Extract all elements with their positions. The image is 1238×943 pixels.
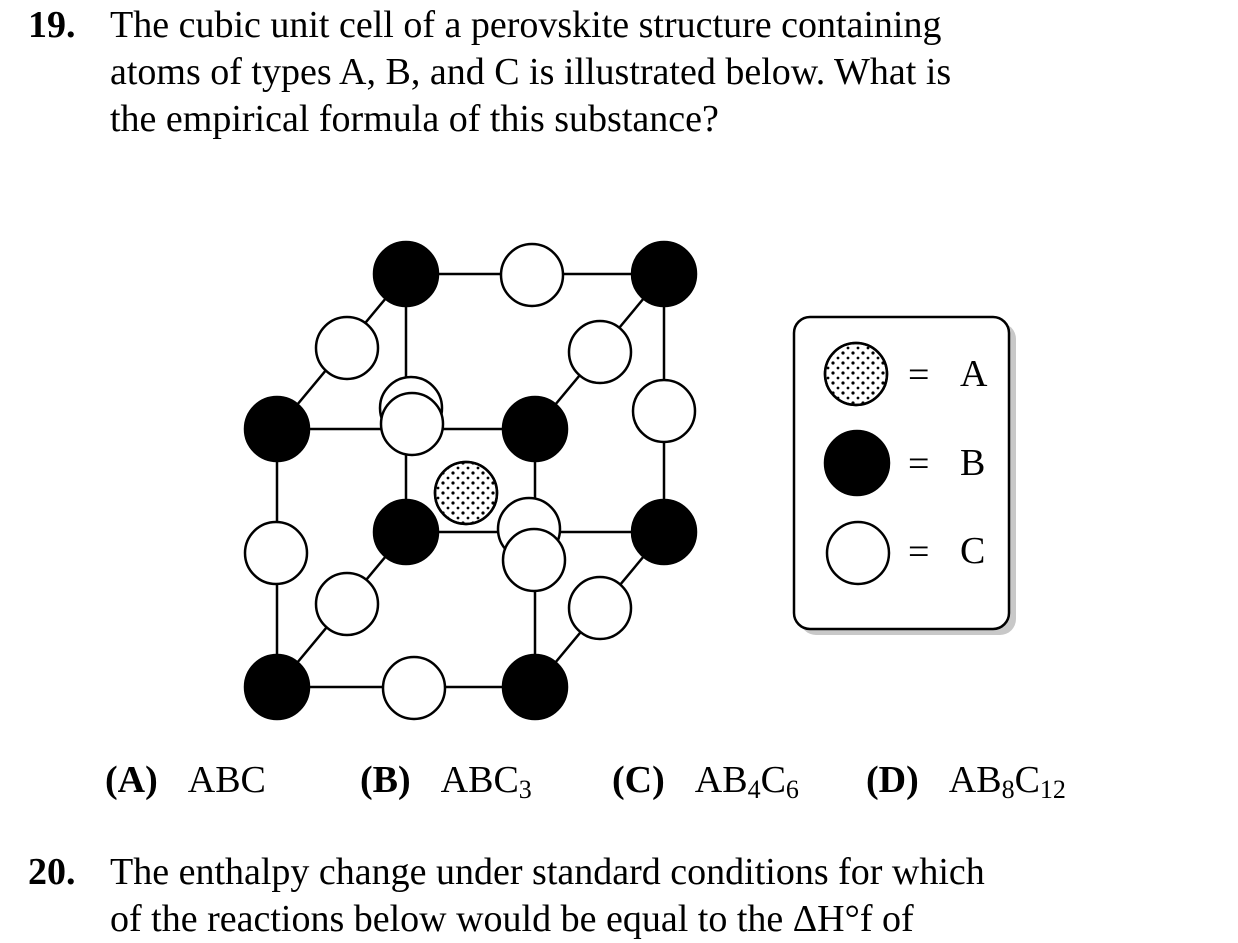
- atom-c: [501, 244, 563, 306]
- choice-d-sub-1: 8: [1001, 775, 1015, 804]
- choice-d-formula: AB: [948, 759, 1002, 801]
- legend-atom-c: [827, 522, 889, 584]
- choice-b[interactable]: [360, 756, 532, 804]
- choice-b-formula: ABC: [440, 759, 519, 801]
- choice-a-formula: ABC: [187, 759, 266, 801]
- atom-c: [633, 380, 695, 442]
- legend-equals-c: =: [908, 531, 930, 573]
- question-19-number: 19.: [28, 4, 76, 46]
- atom-c: [316, 573, 378, 635]
- choice-a[interactable]: [105, 756, 266, 804]
- question-20-number: 20.: [28, 851, 76, 893]
- atom-b: [503, 397, 567, 461]
- answer-choices: [0, 756, 1238, 806]
- atom-c: [383, 657, 445, 719]
- atom-b: [245, 655, 309, 719]
- atom-c: [316, 317, 378, 379]
- choice-d-letter: (D): [866, 759, 919, 801]
- choice-a-letter: (A): [105, 759, 158, 801]
- atom-c: [503, 529, 565, 591]
- atoms: [245, 242, 696, 719]
- atom-c: [569, 321, 631, 383]
- choice-d-text-2: C: [1014, 759, 1040, 801]
- question-19-line-1: The cubic unit cell of a perovskite structure containing: [110, 4, 942, 46]
- atom-b: [632, 242, 696, 306]
- atom-c: [381, 393, 443, 455]
- atom-b: [245, 397, 309, 461]
- atom-b: [374, 242, 438, 306]
- legend-equals-a: =: [908, 354, 930, 396]
- choice-d-sub-3: 12: [1039, 775, 1066, 804]
- legend-atom-b: [825, 431, 889, 495]
- atom-c: [569, 577, 631, 639]
- atom-c: [245, 522, 307, 584]
- choice-c-letter: (C): [612, 759, 665, 801]
- legend-atom-a-dots: [825, 343, 887, 405]
- atom-b: [503, 655, 567, 719]
- atom-a-dots: [435, 462, 497, 524]
- atom-b: [632, 500, 696, 564]
- atom-b: [374, 500, 438, 564]
- legend-label-a: A: [960, 353, 988, 395]
- question-20-line-2: of the reactions below would be equal to the ΔH°f of: [110, 898, 914, 940]
- legend-equals-b: =: [908, 443, 930, 485]
- legend-label-c: C: [960, 530, 986, 572]
- choice-c[interactable]: [612, 756, 799, 804]
- question-19-line-3: the empirical formula of this substance?: [110, 98, 719, 140]
- choice-b-sub-1: 3: [518, 775, 532, 804]
- choice-c-formula: AB: [694, 759, 748, 801]
- choice-b-letter: (B): [360, 759, 411, 801]
- legend-box: [794, 317, 1016, 635]
- choice-c-sub-1: 4: [747, 775, 761, 804]
- choice-c-text-2: C: [760, 759, 786, 801]
- question-20-text: [110, 849, 1210, 943]
- question-20-line-1: The enthalpy change under standard conditions for which: [110, 851, 985, 893]
- legend-label-b: B: [960, 442, 986, 484]
- choice-c-sub-3: 6: [785, 775, 799, 804]
- question-19-line-2: atoms of types A, B, and C is illustrated below. What is: [110, 51, 952, 93]
- choice-d[interactable]: [866, 756, 1066, 804]
